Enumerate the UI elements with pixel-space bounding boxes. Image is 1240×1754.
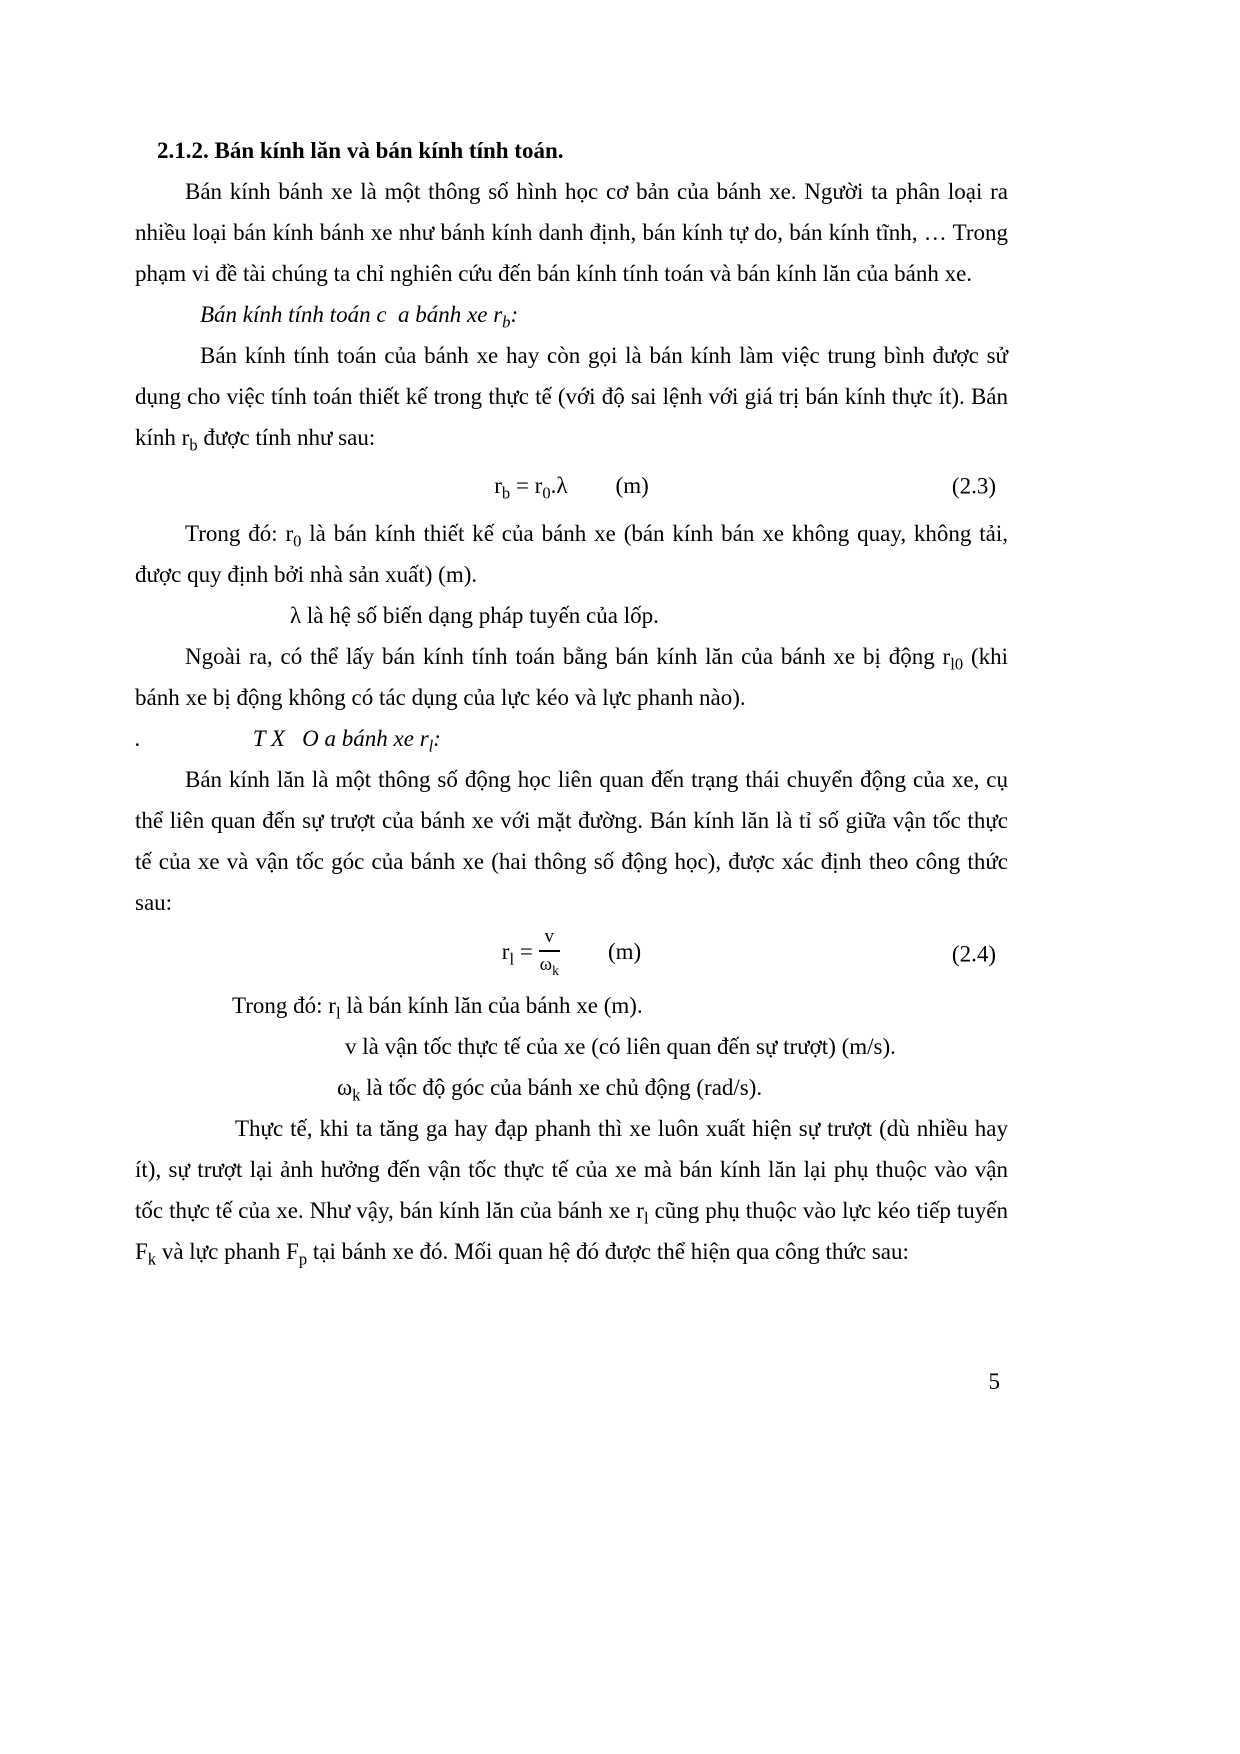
equation-2-4-unit: (m) [607, 939, 642, 965]
line-v-definition: v là vận tốc thực tế của xe (có liên quan đến sự trượt) (m/s). [345, 1034, 896, 1059]
line-lambda-definition: λ là hệ số biến dạng pháp tuyến của lốp. [290, 603, 659, 628]
equation-2-3-number: (2.3) [951, 473, 996, 498]
equation-2-3 [135, 465, 1008, 506]
equation-2-3-unit: (m) [615, 473, 649, 498]
equation-2-4 [135, 926, 1008, 978]
section-heading: 2.1.2. Bán kính lăn và bán kính tính toán. [157, 138, 564, 163]
paragraph-ngoai-ra: Ngoài ra, có thể lấy bán kính tính toán bằng bán kính lăn của bánh xe bị động $r_{l0}$ (khi bánh xe bị động không có tác dụng của lực kéo và lực phanh nào). [135, 644, 1008, 710]
paragraph-trong-do-r0: Trong đó: $r_0$ là bán kính thiết kế của bánh xe (bán kính bán xe không quay, không tải, được quy định bởi nhà sản xuất) (m). [135, 521, 1009, 587]
paragraph-ban-kinh-lan: Bán kính lăn là một thông số động học liên quan đến trạng thái chuyển động của xe, cụ thể liên quan đến sự trượt của bánh xe với mặt đường. Bán kính lăn là tỉ số giữa vận tốc thực tế của xe và vận tốc góc của bánh xe (hai thông số động học), được xác định theo công thức sau: [135, 767, 1008, 915]
subheading-ban-kinh-tinh-toan: Bán kính tính toán c a bánh xe $r_b$: [200, 302, 519, 332]
equation-2-4-body [501, 926, 642, 978]
line-trong-do-rl: Trong đó: $r_l$ là bán kính lăn của bánh xe (m). [232, 993, 643, 1023]
paragraph-thuc-te: Thực tế, khi ta tăng ga hay đạp phanh thì xe luôn xuất hiện sự trượt (dù nhiều hay ít), sự trượt lại ảnh hưởng đến vận tốc thực tế của xe mà bán kính lăn lại phụ thuộc vào vận tốc thực tế của xe. Như vậy, bán kính lăn của bánh xe $r_l$ cũng phụ thuộc vào lực kéo tiếp tuyến $F_k$ và lực phanh $F_p$ tại bánh xe đó. Mối quan hệ đó được thể hiện qua công thức sau: [135, 1116, 1008, 1269]
paragraph-intro: Bán kính bánh xe là một thông số hình học cơ bản của bánh xe. Người ta phân loại ra nhiều loại bán kính bánh xe như bánh kính danh định, bán kính tự do, bán kính tĩnh, … Trong phạm vi đề tài chúng ta chỉ nghiên cứu đến bán kính tính toán và bán kính lăn của bánh xe. [135, 179, 1008, 286]
subheading-ban-kinh-lan-text: T X O a bánh xe $r_l$: [252, 726, 441, 756]
equation-2-3-body [494, 465, 649, 506]
subheading-ban-kinh-lan [135, 718, 1008, 759]
equation-2-4-denominator: $\omega_k$ [539, 954, 559, 978]
equation-2-4-fraction [539, 924, 560, 978]
paragraph-ban-kinh-tinh-toan: Bán kính tính toán của bánh xe hay còn gọi là bán kính làm việc trung bình được sử dụng cho việc tính toán thiết kế trong thực tế (với độ sai lệnh với giá trị bán kính thực ít). Bán kính $r_b$ được tính như sau: [135, 343, 1008, 455]
equation-2-4-numerator: v [539, 924, 560, 952]
equation-2-4-lhs: $r_l$ = [501, 939, 539, 969]
equation-2-3-formula: $r_b = r_0.\lambda$ [494, 473, 568, 503]
line-omega-definition: $\omega_k$ là tốc độ góc của bánh xe chủ động (rad/s). [337, 1075, 763, 1105]
page-number: 5 [988, 1369, 1000, 1394]
equation-2-4-number: (2.4) [951, 941, 996, 967]
subheading-ban-kinh-lan-dot: . [135, 726, 141, 751]
